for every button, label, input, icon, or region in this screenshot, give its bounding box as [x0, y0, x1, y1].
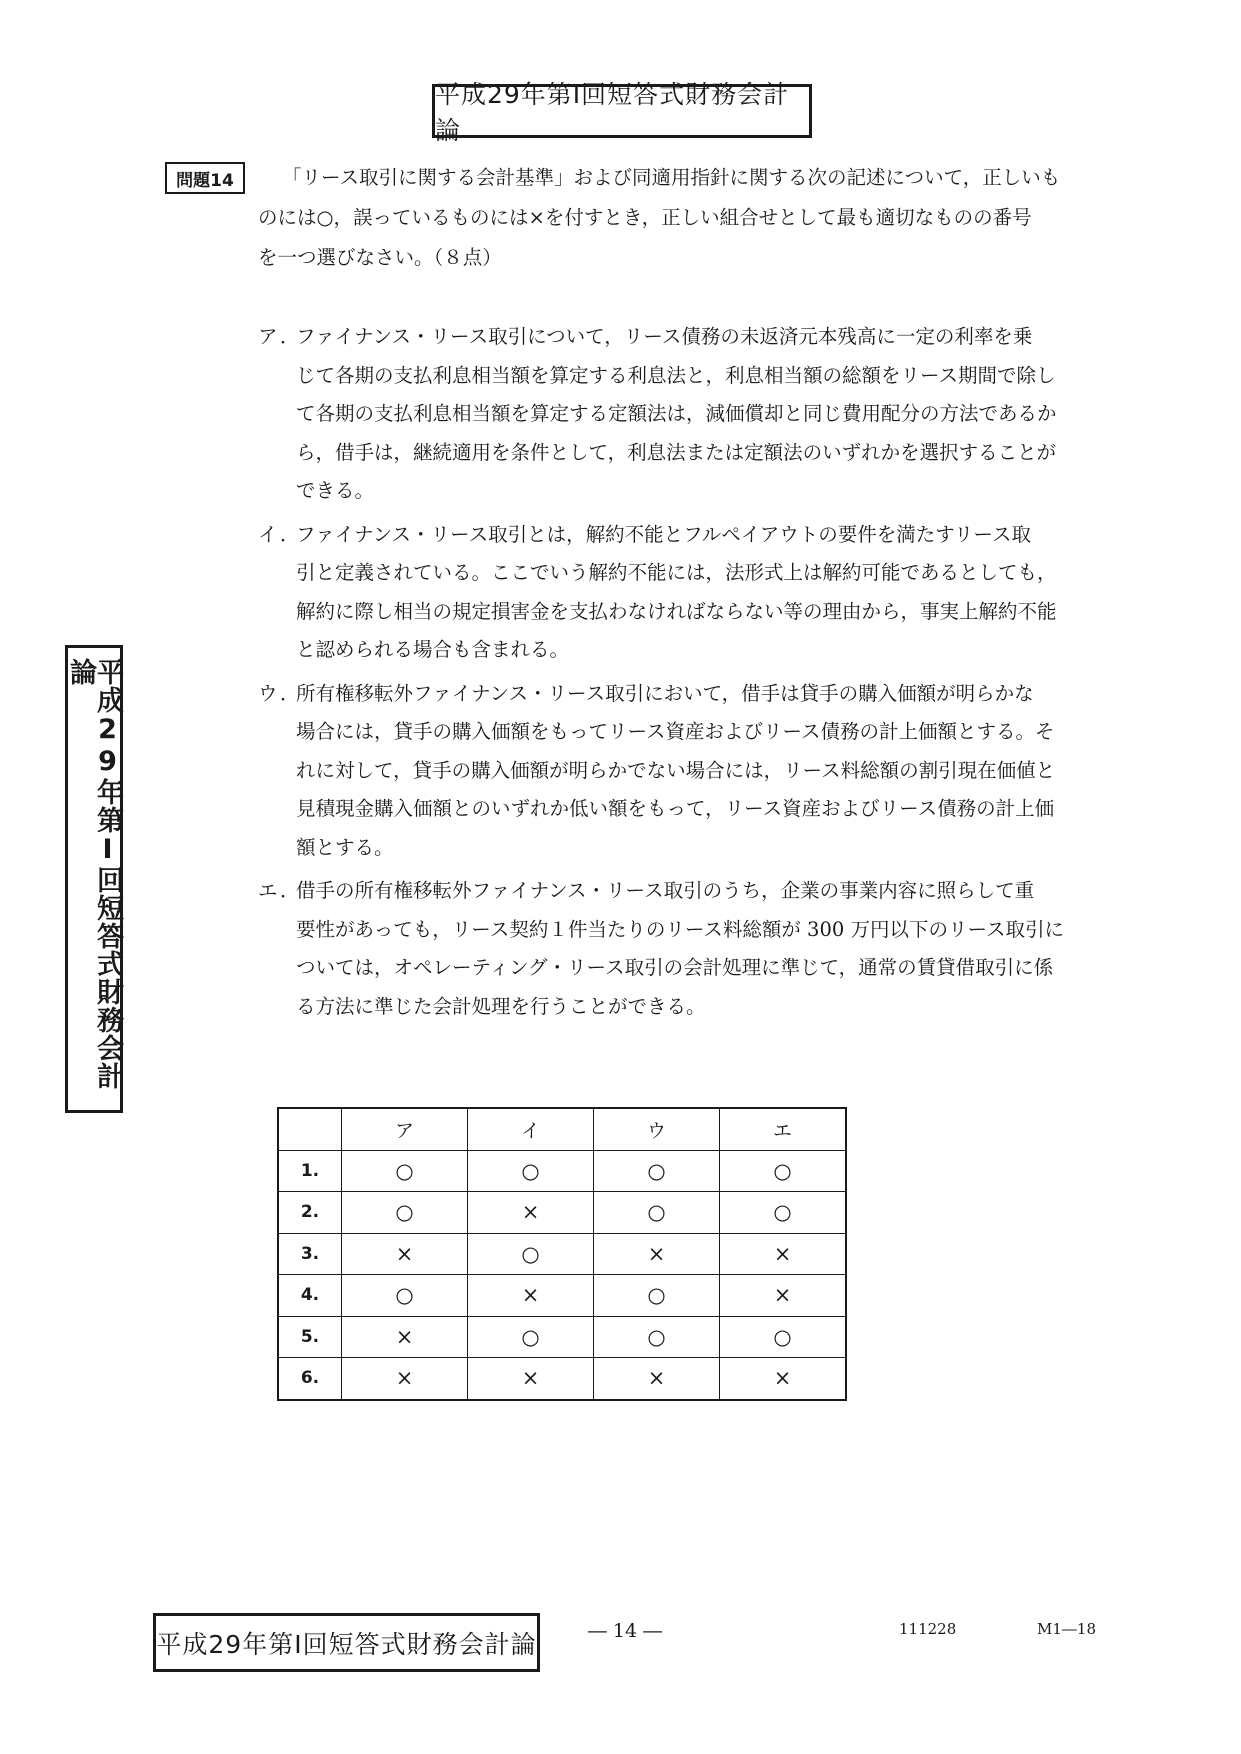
exam-title-footer: 平成29年第Ⅰ回短答式財務会計論 — [153, 1613, 540, 1672]
statement-body — [296, 318, 1108, 511]
table-header-row — [278, 1108, 846, 1150]
statement-label: エ — [258, 879, 278, 902]
mark-cell: ○ — [594, 1275, 720, 1317]
mark-cell: ○ — [720, 1192, 847, 1234]
column-header: ウ — [594, 1108, 720, 1150]
document-code: 111228 — [899, 1620, 957, 1638]
statement-i — [258, 516, 1108, 670]
statement-line: ら，借手は，継続適用を条件として，利息法または定額法のいずれかを選択することが — [296, 440, 1057, 464]
vertical-exam-tab — [65, 645, 123, 1113]
statement-u — [258, 675, 1108, 868]
mark-cell: × — [594, 1358, 720, 1400]
sheet-number: M1―18 — [1037, 1620, 1096, 1638]
statement-line: ファイナンス・リース取引について，リース債務の未返済元本残高に一定の利率を乗 — [296, 325, 1033, 348]
mark-cell: × — [720, 1233, 847, 1275]
table-row — [278, 1150, 846, 1192]
choice-number: 1. — [278, 1150, 342, 1192]
stem-line: のには○，誤っているものには×を付すとき，正しい組合せとして最も適切なものの番号 — [258, 206, 1032, 229]
statement-label: ア — [258, 325, 278, 348]
statement-line: る方法に準じた会計処理を行うことができる。 — [296, 994, 706, 1018]
mark-cell: × — [342, 1316, 468, 1358]
mark-cell: ○ — [594, 1192, 720, 1234]
table-row — [278, 1275, 846, 1317]
mark-cell: ○ — [342, 1150, 468, 1192]
statement-line: 所有権移転外ファイナンス・リース取引において，借手は貸手の購入価額が明らかな — [296, 681, 1034, 705]
statement-body — [296, 675, 1108, 868]
statement-label: ウ — [258, 681, 278, 705]
mark-cell: ○ — [342, 1192, 468, 1234]
table-corner-cell — [278, 1108, 342, 1150]
table-row — [278, 1358, 846, 1400]
statement-separator: ． — [280, 879, 300, 902]
mark-cell: ○ — [594, 1316, 720, 1358]
statement-line: 見積現金購入価額とのいずれか低い額をもって，リース資産およびリース債務の計上価 — [296, 797, 1055, 820]
mark-cell: ○ — [720, 1316, 847, 1358]
question-stem — [258, 158, 1103, 278]
mark-cell: × — [342, 1233, 468, 1275]
statement-line: じて各期の支払利息相当額を算定する利息法と，利息相当額の総額をリース期間で除し — [296, 363, 1056, 387]
statement-line: れに対して，貸手の購入価額が明らかでない場合には，リース料総額の割引現在価値と — [296, 758, 1056, 782]
statement-line: ファイナンス・リース取引とは，解約不能とフルペイアウトの要件を満たすリース取 — [296, 522, 1031, 546]
statement-line: 場合には，貸手の購入価額をもってリース資産およびリース債務の計上価額とする。そ — [296, 720, 1055, 743]
mark-cell: × — [468, 1358, 594, 1400]
mark-cell: ○ — [594, 1150, 720, 1192]
exam-title-header: 平成29年第Ⅰ回短答式財務会計論 — [432, 84, 812, 138]
statement-line: 借手の所有権移転外ファイナンス・リース取引のうち，企業の事業内容に照らして重 — [296, 879, 1035, 902]
stem-line: 「リース取引に関する会計基準」および同適用指針に関する次の記述について，正しいも — [282, 166, 1061, 189]
statement-separator: ． — [280, 681, 300, 705]
page-number: ― 14 ― — [587, 1620, 663, 1642]
stem-line: を一つ選びなさい。（８点） — [258, 246, 502, 269]
statement-line: と認められる場合も含まれる。 — [296, 638, 570, 661]
statement-line: ついては，オペレーティング・リース取引の会計処理に準じて，通常の賃貸借取引に係 — [296, 956, 1054, 979]
mark-cell: × — [468, 1275, 594, 1317]
vertical-exam-title: 平成29年第Ⅰ回短答式財務会計論 — [65, 658, 123, 1090]
choice-number: 4. — [278, 1275, 342, 1317]
mark-cell: × — [594, 1233, 720, 1275]
column-header: エ — [720, 1108, 847, 1150]
mark-cell: ○ — [720, 1150, 847, 1192]
mark-cell: ○ — [342, 1275, 468, 1317]
column-header: ア — [342, 1108, 468, 1150]
statement-separator: ． — [280, 325, 300, 348]
statement-a — [258, 318, 1108, 511]
statement-label: イ — [258, 522, 278, 546]
statement-e — [258, 872, 1108, 1026]
mark-cell: ○ — [468, 1150, 594, 1192]
mark-cell: × — [342, 1358, 468, 1400]
statement-separator: ． — [280, 522, 300, 546]
mark-cell: × — [468, 1192, 594, 1234]
choice-number: 3. — [278, 1233, 342, 1275]
mark-cell: ○ — [468, 1233, 594, 1275]
column-header: イ — [468, 1108, 594, 1150]
choice-number: 6. — [278, 1358, 342, 1400]
statement-body — [296, 872, 1108, 1026]
statement-body — [296, 516, 1108, 670]
statement-line: 引と定義されている。ここでいう解約不能には，法形式上は解約可能であるとしても， — [296, 561, 1057, 584]
mark-cell: ○ — [468, 1316, 594, 1358]
statement-list — [258, 318, 1108, 1031]
statement-line: 額とする。 — [296, 835, 394, 859]
choice-number: 5. — [278, 1316, 342, 1358]
statement-line: 解約に際し相当の規定損害金を支払わなければならない等の理由から，事実上解約不能 — [296, 599, 1057, 623]
mark-cell: × — [720, 1275, 847, 1317]
table-row — [278, 1316, 846, 1358]
choice-number: 2. — [278, 1192, 342, 1234]
statement-line: て各期の支払利息相当額を算定する定額法は，減価償却と同じ費用配分の方法であるか — [296, 402, 1057, 425]
statement-line: 要性があっても，リース契約１件当たりのリース料総額が 300 万円以下のリース取引に — [296, 917, 1064, 941]
table-row — [278, 1192, 846, 1234]
statement-line: できる。 — [296, 479, 375, 502]
answer-combination-table — [277, 1107, 847, 1401]
mark-cell: × — [720, 1358, 847, 1400]
table-row — [278, 1233, 846, 1275]
question-number-badge: 問題14 — [165, 162, 245, 194]
